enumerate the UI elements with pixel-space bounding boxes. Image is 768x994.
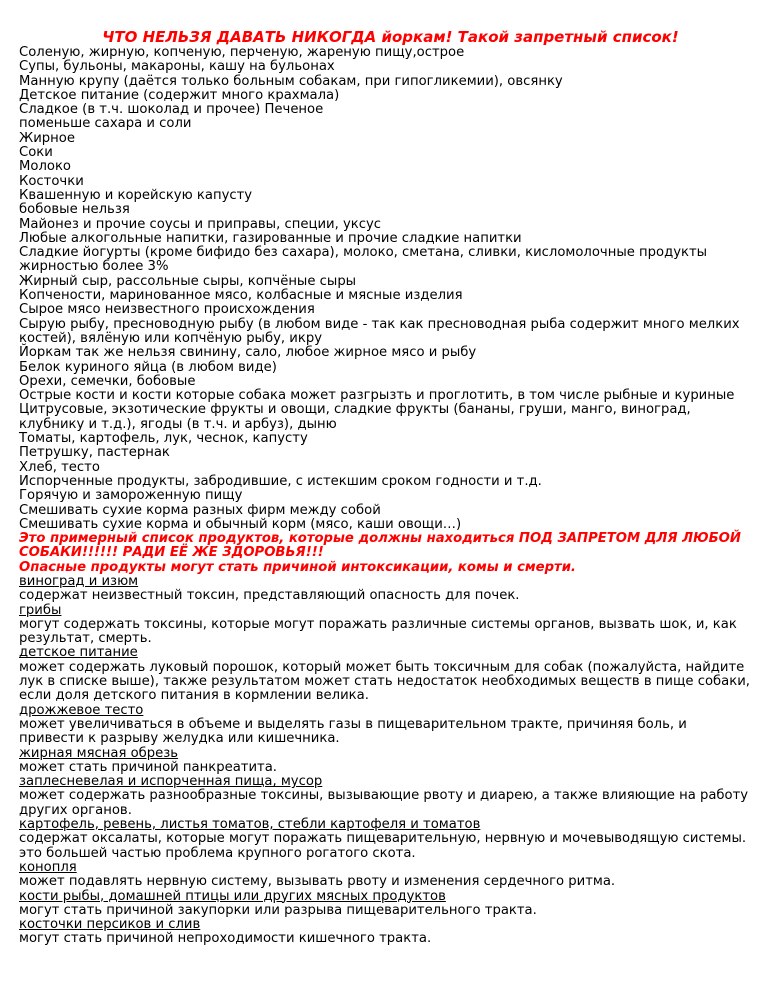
danger-item-description: могут стать причиной непроходимости кишечного тракта. [19, 931, 432, 947]
danger-item-description: могут стать причиной закупорки или разрыва пищеварительного тракта. [19, 902, 537, 918]
forbidden-item: Детское питание (содержит много крахмала) [19, 87, 340, 103]
forbidden-item: Йоркам так же нельзя свинину, сало, любое жирное мясо и рыбу [19, 345, 477, 361]
danger-item-name: косточки персиков и слив [19, 917, 201, 933]
forbidden-item: бобовые нельзя [19, 202, 130, 218]
danger-item-name: детское питание [19, 645, 138, 661]
forbidden-item: Манную крупу (даётся только больным собакам, при гипогликемии), овсянку [19, 73, 563, 89]
danger-item-description: может содержать луковый порошок, который может быть токсичным для собак (пожалуйста, найдите лук в списке выше), также результатом может стать недостаток необходимых веществ в пище собаки, если доля детского питания в кормлении велика. [19, 659, 750, 704]
document-page [19, 28, 754, 947]
forbidden-item: поменьше сахара и соли [19, 116, 192, 132]
forbidden-item: Горячую и замороженную пищу [19, 488, 243, 504]
danger-item-name: дрожжевое тесто [19, 702, 144, 718]
forbidden-item: Цитрусовые, экзотические фрукты и овощи, сладкие фрукты (бананы, груши, манго, виноград, клубнику и т.д.), ягоды (в т.ч. и арбуз), дыню [19, 402, 691, 432]
forbidden-item: Острые кости и кости которые собака может разгрызть и проглотить, в том числе рыбные и куриные [19, 388, 735, 404]
danger-item-name: кости рыбы, домашней птицы или других мясных продуктов [19, 888, 446, 904]
forbidden-item: Белок куриного яйца (в любом виде) [19, 359, 277, 375]
danger-item-name: картофель, ревень, листья томатов, стебли картофеля и томатов [19, 817, 481, 833]
forbidden-item: Орехи, семечки, бобовые [19, 373, 196, 389]
forbidden-item: Томаты, картофель, лук, чеснок, капусту [19, 431, 308, 447]
forbidden-item: Молоко [19, 159, 71, 175]
danger-item-name: грибы [19, 602, 62, 618]
danger-item-name: виноград и изюм [19, 573, 139, 589]
forbidden-item: Хлеб, тесто [19, 459, 100, 475]
danger-item-description: может содержать разнообразные токсины, вызывающие рвоту и диарею, а также влияющие на работу других органов. [19, 788, 749, 818]
danger-item-description: содержат оксалаты, которые могут поражать пищеварительную, нервную и мочевыводящую системы. это большей частью проблема крупного рогатого скота. [19, 831, 747, 861]
danger-warning-text: Опасные продукты могут стать причиной интоксикации, комы и смерти. [19, 559, 576, 575]
page-title: ЧТО НЕЛЬЗЯ ДАВАТЬ НИКОГДА йоркам! Такой запретный список! [102, 28, 679, 46]
danger-item-name: конопля [19, 859, 77, 875]
forbidden-item: Жирное [19, 130, 75, 146]
danger-item-description: может подавлять нервную систему, вызывать рвоту и изменения сердечного ритма. [19, 874, 616, 890]
forbidden-item: Соленую, жирную, копченую, перченую, жареную пищу,острое [19, 45, 465, 60]
forbidden-item: Сладкие йогурты (кроме бифидо без сахара), молоко, сметана, сливки, кисломолочные продукты жирностью более 3% [19, 245, 708, 275]
forbidden-item: Сладкое (в т.ч. шоколад и прочее) Печеное [19, 102, 324, 118]
danger-item-name: заплесневелая и испорченная пища, мусор [19, 774, 323, 790]
dangerous-products-list [19, 575, 754, 947]
forbidden-item: Сырую рыбу, пресноводную рыбу (в любом виде - так как пресноводная рыба содержит много мелких костей), вялёную или копчёную рыбу, икру [19, 316, 740, 346]
danger-item-description: может увеличиваться в объеме и выделять газы в пищеварительном тракте, причиняя боль, и привести к разрыву желудка или кишечника. [19, 716, 687, 747]
danger-item-description: могут содержать токсины, которые могут поражать различные системы органов, вызвать шок, и, как результат, смерть. [19, 616, 737, 647]
forbidden-item: Косточки [19, 173, 84, 189]
forbidden-item: Испорченные продукты, забродившие, с истекшим сроком годности и т.д. [19, 473, 542, 489]
forbidden-list [19, 46, 754, 532]
forbidden-item: Петрушку, пастернак [19, 445, 170, 461]
forbidden-item: Сырое мясо неизвестного происхождения [19, 302, 315, 318]
forbidden-item: Смешивать сухие корма разных фирм между собой [19, 502, 381, 518]
forbidden-item: Соки [19, 145, 53, 161]
forbidden-item: Супы, бульоны, макароны, кашу на бульонах [19, 59, 335, 75]
danger-item-name: жирная мясная обрезь [19, 745, 179, 761]
danger-item-description: может стать причиной панкреатита. [19, 759, 277, 775]
forbidden-item: Майонез и прочие соусы и приправы, специи, уксус [19, 216, 382, 232]
warning-text: Это примерный список продуктов, которые должны находиться ПОД ЗАПРЕТОМ ДЛЯ ЛЮБОЙ СОБАКИ!!!!!! РАДИ ЕЁ ЖЕ ЗДОРОВЬЯ!!! [19, 531, 741, 561]
forbidden-item: Копчености, маринованное мясо, колбасные и мясные изделия [19, 288, 463, 304]
forbidden-item: Любые алкогольные напитки, газированные и прочие сладкие напитки [19, 230, 522, 246]
forbidden-item: Квашенную и корейскую капусту [19, 187, 253, 203]
forbidden-item: Жирный сыр, рассольные сыры, копчёные сыры [19, 273, 357, 289]
danger-item-description: содержат неизвестный токсин, представляющий опасность для почек. [19, 588, 520, 604]
forbidden-item: Смешивать сухие корма и обычный корм (мясо, каши овощи…) [19, 516, 462, 532]
